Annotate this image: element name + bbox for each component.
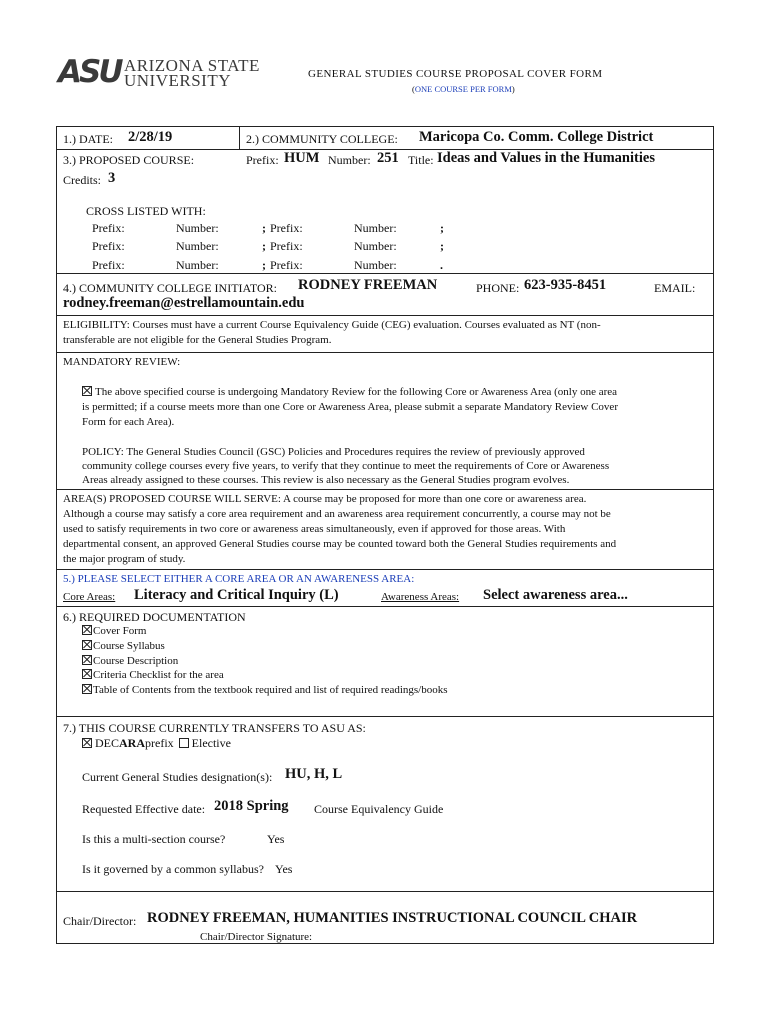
required-docs-label: 6.) REQUIRED DOCUMENTATION: [63, 610, 246, 624]
designation-label: Current General Studies designation(s):: [82, 770, 273, 784]
divider: [56, 569, 714, 570]
cross-separator: ;: [262, 258, 266, 272]
cross-listed-label: CROSS LISTED WITH:: [86, 204, 206, 218]
divider: [56, 315, 714, 316]
divider: [56, 606, 714, 607]
divider: [56, 489, 714, 490]
effective-date-label: Requested Effective date:: [82, 802, 206, 816]
cross-separator: ;: [262, 221, 266, 235]
multi-section-answer[interactable]: Yes: [267, 832, 285, 846]
asu-logo-line1: ARIZONA STATE: [124, 56, 260, 75]
mandatory-review-checkbox[interactable]: [82, 386, 92, 396]
doc-item-description: [82, 655, 178, 667]
dec-label-post: prefix: [145, 736, 174, 750]
dec-label-pre: DEC: [95, 736, 119, 750]
doc-checkbox[interactable]: [82, 640, 92, 650]
divider: [56, 273, 714, 274]
cross-end: .: [440, 258, 443, 272]
college-label: 2.) COMMUNITY COLLEGE:: [246, 132, 398, 146]
mandatory-check-line2: is permitted; if a course meets more than one Core or Awareness Area, please submit a separate Mandatory Review Cover: [82, 401, 618, 413]
cross-separator: ;: [262, 239, 266, 253]
doc-checkbox[interactable]: [82, 669, 92, 679]
cross-number-label: Number:: [354, 239, 397, 253]
doc-item-syllabus: [82, 640, 165, 652]
transfer-options: [82, 736, 231, 751]
form-subtitle-text: ONE COURSE PER FORM: [414, 84, 512, 94]
cross-prefix-label: Prefix:: [92, 258, 125, 272]
doc-item-label: Table of Contents from the textbook required and list of required readings/books: [93, 684, 448, 696]
cross-end: ;: [440, 239, 444, 253]
policy-line2: community college courses every five years, to verify that they continue to meet the requirements of Core or Awareness: [82, 460, 610, 472]
awareness-areas-select[interactable]: Select awareness area...: [483, 587, 628, 603]
phone-label: PHONE:: [476, 281, 520, 295]
doc-item-toc: [82, 684, 448, 696]
college-value[interactable]: Maricopa Co. Comm. College District: [419, 129, 654, 145]
doc-checkbox[interactable]: [82, 625, 92, 635]
areas-line4: departmental consent, an approved General Studies course may be counted toward both the General Studies requirements and: [63, 538, 617, 550]
eligibility-line1: ELIGIBILITY: Courses must have a current Course Equivalency Guide (CEG) evaluation. Courses evaluated as NT (non-: [63, 319, 601, 331]
doc-item-checklist: [82, 669, 224, 681]
designation-value[interactable]: HU, H, L: [285, 766, 343, 782]
policy-line1: POLICY: The General Studies Council (GSC) Policies and Procedures requires the review of previously approved: [82, 446, 585, 458]
ceg-label: Course Equivalency Guide: [314, 802, 444, 816]
elective-checkbox[interactable]: [179, 738, 189, 748]
core-areas-select[interactable]: Literacy and Critical Inquiry (L): [134, 587, 339, 603]
dec-checkbox[interactable]: [82, 738, 92, 748]
form-subtitle-open: (: [412, 84, 415, 94]
divider: [56, 716, 714, 717]
cross-prefix-label: Prefix:: [270, 258, 303, 272]
cross-number-label: Number:: [176, 258, 219, 272]
doc-checkbox[interactable]: [82, 684, 92, 694]
date-value[interactable]: 2/28/19: [128, 129, 173, 145]
cross-number-label: Number:: [176, 221, 219, 235]
eligibility-line2: transferable are not eligible for the General Studies Program.: [63, 334, 332, 346]
credits-value[interactable]: 3: [108, 170, 116, 186]
title-value[interactable]: Ideas and Values in the Humanities: [437, 150, 655, 166]
cross-prefix-label: Prefix:: [92, 239, 125, 253]
number-label: Number:: [328, 153, 371, 167]
doc-item-label: Criteria Checklist for the area: [93, 669, 224, 681]
chair-label: Chair/Director:: [63, 914, 137, 928]
prefix-value[interactable]: HUM: [284, 150, 320, 166]
areas-line1: AREA(S) PROPOSED COURSE WILL SERVE: A course may be proposed for more than one core or awareness area.: [63, 493, 587, 505]
mandatory-check-line1: The above specified course is undergoing Mandatory Review for the following Core or Awareness Area (only one area: [95, 386, 618, 398]
effective-date-value[interactable]: 2018 Spring: [214, 798, 289, 814]
areas-line2: Although a course may satisfy a core area requirement and an awareness area requirement concurrently, a course may not be: [63, 508, 611, 520]
form-subtitle: [412, 84, 515, 94]
doc-item-label: Course Description: [93, 655, 179, 667]
phone-value[interactable]: 623-935-8451: [524, 277, 607, 293]
select-area-label: 5.) PLEASE SELECT EITHER A CORE AREA OR AN AWARENESS AREA:: [63, 573, 415, 585]
policy-line3: Areas already assigned to these courses. This review is also necessary as the General Studies program evolves.: [82, 474, 570, 486]
mandatory-check-line3: Form for each Area).: [82, 416, 175, 428]
doc-item-label: Course Syllabus: [93, 640, 165, 652]
divider: [56, 352, 714, 353]
doc-item-cover-form: [82, 625, 146, 637]
email-label: EMAIL:: [654, 281, 696, 295]
date-label: 1.) DATE:: [63, 132, 113, 146]
cross-prefix-label: Prefix:: [92, 221, 125, 235]
cross-number-label: Number:: [354, 258, 397, 272]
email-value[interactable]: rodney.freeman@estrellamountain.edu: [63, 295, 305, 311]
number-value[interactable]: 251: [377, 150, 399, 166]
multi-section-question: Is this a multi-section course?: [82, 832, 226, 846]
initiator-name[interactable]: RODNEY FREEMAN: [298, 277, 438, 293]
chair-value[interactable]: RODNEY FREEMAN, HUMANITIES INSTRUCTIONAL COUNCIL CHAIR: [147, 910, 638, 926]
initiator-label: 4.) COMMUNITY COLLEGE INITIATOR:: [63, 281, 277, 295]
cross-number-label: Number:: [354, 221, 397, 235]
areas-line5: the major program of study.: [63, 553, 186, 565]
credits-label: Credits:: [63, 173, 101, 187]
areas-line3: used to satisfy requirements in two core or awareness areas simultaneously, even if approved for those areas. With: [63, 523, 566, 535]
cross-end: ;: [440, 221, 444, 235]
cross-prefix-label: Prefix:: [270, 239, 303, 253]
common-syllabus-question: Is it governed by a common syllabus?: [82, 862, 264, 876]
proposed-course-label: 3.) PROPOSED COURSE:: [63, 153, 195, 167]
transfers-label: 7.) THIS COURSE CURRENTLY TRANSFERS TO ASU AS:: [63, 721, 366, 735]
divider: [56, 891, 714, 892]
core-areas-label: Core Areas:: [63, 591, 116, 603]
asu-logo-mark: ASU: [58, 54, 121, 90]
chair-signature-label: Chair/Director Signature:: [200, 931, 313, 943]
form-title: GENERAL STUDIES COURSE PROPOSAL COVER FORM: [308, 68, 603, 80]
cross-prefix-label: Prefix:: [270, 221, 303, 235]
common-syllabus-answer[interactable]: Yes: [275, 862, 293, 876]
doc-item-label: Cover Form: [93, 625, 147, 637]
title-label: Title:: [408, 153, 434, 167]
asu-logo-line2: UNIVERSITY: [124, 71, 231, 90]
elective-label: Elective: [191, 736, 231, 750]
mandatory-label: MANDATORY REVIEW:: [63, 356, 181, 368]
mandatory-review-item: [82, 386, 617, 398]
dec-label-bold: ARA: [119, 736, 145, 750]
divider: [239, 126, 240, 149]
cross-number-label: Number:: [176, 239, 219, 253]
prefix-label: Prefix:: [246, 153, 279, 167]
awareness-areas-label: Awareness Areas:: [381, 591, 460, 603]
form-subtitle-close: ): [511, 84, 515, 94]
doc-checkbox[interactable]: [82, 655, 92, 665]
